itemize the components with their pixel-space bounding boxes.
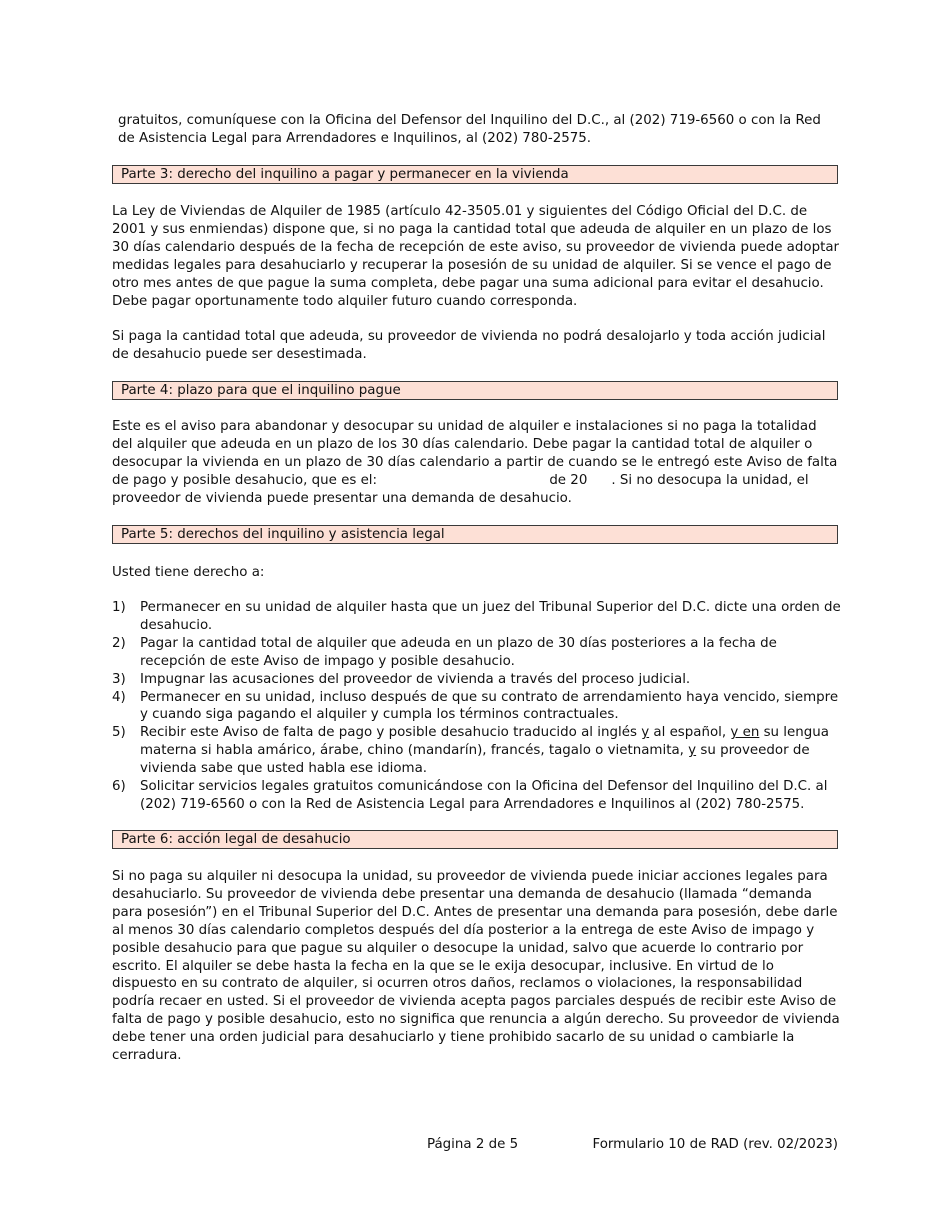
list-text: Solicitar servicios legales gratuitos comunicándose con la Oficina del Defensor del Inquilino del D.C. al (202) 719-6560 o con la Red de Asistencia Legal para Arrendadores e Inquilinos al (202) 780-2575. — [140, 779, 828, 812]
list-text: su proveedor de vivienda sabe que usted habla ese idioma. — [140, 743, 810, 777]
list-item — [112, 635, 842, 671]
section-heading-part-4: Parte 4: plazo para que el inquilino pague — [112, 381, 838, 400]
list-number: 4) — [112, 689, 126, 705]
list-item — [112, 671, 842, 689]
part4-text-b: de 20 — [549, 472, 588, 488]
part3-paragraph-1: La Ley de Viviendas de Alquiler de 1985 (artículo 42-3505.01 y siguientes del Código Oficial del D.C. de 2001 y sus enmiendas) dispone que, si no paga la cantidad total que adeuda de alquiler en un plazo de los 30 días calendario después de la fecha de recepción de este aviso, su proveedor de vivienda puede adoptar medidas legales para desahuciarlo y recuperar la posesión de su unidad de alquiler. Si se vence el pago de otro mes antes de que pague la suma completa, debe pagar una suma adicional para evitar el desahucio. Debe pagar oportunamente todo alquiler futuro cuando corresponda. — [112, 204, 840, 309]
list-text: Permanecer en su unidad de alquiler hasta que un juez del Tribunal Superior del D.C. dicte una orden de desahucio. — [140, 600, 841, 633]
part4-paragraph — [112, 418, 840, 508]
form-identifier: Formulario 10 de RAD (rev. 02/2023) — [592, 1137, 838, 1152]
list-text: su lengua materna si habla amárico, árabe, chino (mandarín), francés, tagalo o vietnamita, — [140, 725, 829, 759]
list-text: Permanecer en su unidad, incluso después de que su contrato de arrendamiento haya vencido, siempre y cuando siga pagando el alquiler y cumpla los términos contractuales. — [140, 689, 839, 723]
list-number: 3) — [112, 671, 126, 687]
list-number: 2) — [112, 635, 126, 651]
part5-lead: Usted tiene derecho a: — [112, 565, 265, 580]
intro-paragraph — [118, 112, 846, 148]
list-text: Recibir este Aviso de falta de pago y posible desahucio traducido al inglés — [140, 725, 642, 741]
list-number: 5) — [112, 725, 126, 741]
intro-line-1: gratuitos, comuníquese con la Oficina del Defensor del Inquilino del D.C., al (202) 719-6560 o con la Red — [118, 113, 821, 128]
list-number: 1) — [112, 600, 126, 615]
list-text: al español, — [649, 725, 731, 741]
list-text: Impugnar las acusaciones del proveedor de vivienda a través del proceso judicial. — [140, 671, 691, 687]
part4-text-c: . Si no desocupa la unidad, el proveedor de vivienda puede presentar una demanda de desahucio. — [112, 472, 809, 506]
part6-paragraph: Si no paga su alquiler ni desocupa la unidad, su proveedor de vivienda puede iniciar acciones legales para desahuciarlo. Su proveedor de vivienda debe presentar una demanda de desahucio (llamada “demanda para posesión”) en el Tribunal Superior del D.C. Antes de presentar una demanda para posesión, debe darle al menos 30 días calendario completos después del día posterior a la entrega de este Aviso de impago y posible desahucio para que pague su alquiler o desocupe la unidad, salvo que acuerde lo contrario por escrito. El alquiler se debe hasta la fecha en la que se le exija desocupar, inclusive. En virtud de lo dispuesto en su contrato de alquiler, si ocurren otros daños, reclamos o violaciones, la responsabilidad podría recaer en usted. Si el proveedor de vivienda acepta pagos parciales después de recibir este Aviso de falta de pago y posible desahucio, esto no significa que renuncia a algún derecho. Su proveedor de vivienda debe tener una orden judicial para desahuciarlo y tiene prohibido sacarlo de su unidad o cambiarle la cerradura. — [112, 869, 840, 1064]
section-heading-part-6: Parte 6: acción legal de desahucio — [112, 830, 838, 849]
list-text: Pagar la cantidad total de alquiler que adeuda en un plazo de 30 días posteriores a la fecha de recepción de este Aviso de impago y posible desahucio. — [140, 635, 777, 669]
page-number: Página 2 de 5 — [427, 1137, 519, 1152]
underlined-text: y — [641, 725, 650, 741]
section-heading-part-5: Parte 5: derechos del inquilino y asistencia legal — [112, 525, 838, 544]
part3-paragraph-2: Si paga la cantidad total que adeuda, su proveedor de vivienda no podrá desalojarlo y toda acción judicial de desahucio puede ser desestimada. — [112, 329, 826, 362]
list-item — [112, 778, 842, 814]
underlined-text: y — [688, 743, 697, 759]
list-number: 6) — [112, 779, 126, 795]
part4-text-a: Este es el aviso para abandonar y desocupar su unidad de alquiler e instalaciones si no paga la totalidad del alquiler que adeuda en un plazo de los 30 días calendario. Debe pagar la cantidad total de alquiler o desocupar la vivienda en un plazo de 30 días calendario a partir de cuando se le entregó este Aviso de falta de pago y posible desahucio, que es el: — [112, 419, 838, 488]
rights-list — [112, 599, 842, 814]
underlined-text: y en — [730, 725, 760, 741]
list-item — [112, 689, 842, 725]
list-item — [112, 599, 842, 635]
section-heading-part-3: Parte 3: derecho del inquilino a pagar y permanecer en la vivienda — [112, 165, 838, 184]
list-item — [112, 724, 842, 778]
intro-line-2: de Asistencia Legal para Arrendadores e Inquilinos, al (202) 780-2575. — [118, 130, 592, 146]
